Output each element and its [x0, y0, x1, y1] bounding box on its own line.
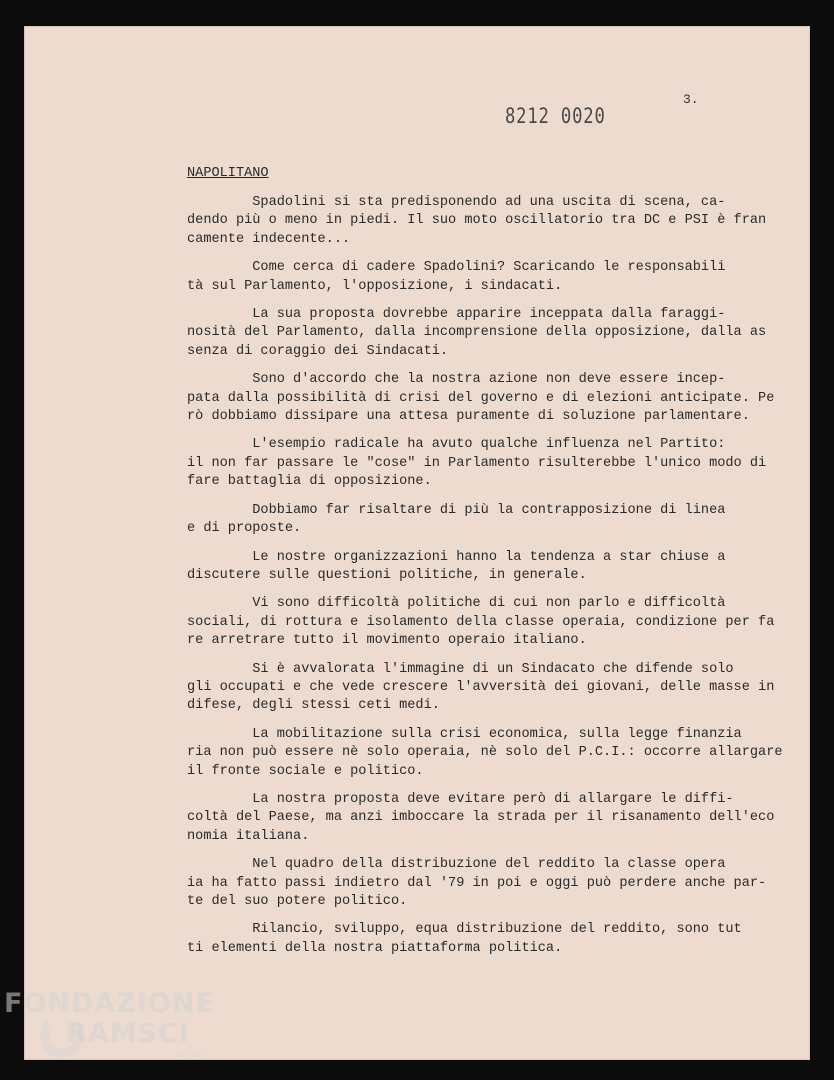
paragraph: Si è avvalorata l'immagine di un Sindacato che difende solo gli occupati e che vede crescere l'avversità dei giovani, delle masse in difese, degli stessi ceti medi. [187, 661, 775, 714]
watermark-line1: FONDAZIONE [4, 988, 215, 1019]
paragraph: La sua proposta dovrebbe apparire inceppata dalla faraggi- nosità del Parlamento, dalla incomprensione della opposizione, dalla as senza di coraggio dei Sindacati. [187, 307, 767, 359]
watermark-sub: onlus [175, 1050, 205, 1060]
speaker-name: NAPOLITANO [187, 166, 269, 181]
paragraph: Nel quadro della distribuzione del reddito la classe opera ia ha fatto passi indietro dal '79 in poi e oggi può perdere anche par- te del suo potere politico. [187, 857, 767, 909]
paragraph: Dobbiamo far risaltare di più la contrapposizione di linea e di proposte. [187, 502, 726, 537]
document-page [24, 26, 810, 1060]
paragraph: Spadolini si sta predisponendo ad una uscita di scena, ca- dendo più o meno in piedi. Il suo moto oscillatorio tra DC e PSI è fran camente indecente... [187, 195, 767, 247]
paragraph: L'esempio radicale ha avuto qualche influenza nel Partito: il non far passare le "cose" in Parlamento risulterebbe l'unico modo di fare battaglia di opposizione. [187, 437, 767, 490]
paragraph: Vi sono difficoltà politiche di cui non parlo e difficoltà sociali, di rottura e isolamento della classe operaia, condizione per fa re arretrare tutto il movimento operaio italiano. [187, 596, 775, 649]
fondazione-gramsci-watermark [4, 988, 215, 1060]
paragraph: Sono d'accordo che la nostra azione non deve essere incep- pata dalla possibilità di crisi del governo e di elezioni anticipate. Pe rò dobbiamo dissipare una attesa puramente di soluzione parlamentare. [187, 372, 775, 425]
body-text [187, 194, 787, 968]
watermark-line2: RAMSCI [66, 1018, 190, 1049]
paragraph: Rilancio, sviluppo, equa distribuzione del reddito, sono tut ti elementi della nostra piattaforma politica. [187, 922, 742, 956]
document-number: 8212 0020 [505, 104, 606, 128]
paragraph: La mobilitazione sulla crisi economica, sulla legge finanzia ria non può essere nè solo operaia, nè solo del P.C.I.: occorre allargare il fronte sociale e politico. [187, 726, 783, 779]
page-number: 3. [683, 92, 699, 107]
paragraph: Le nostre organizzazioni hanno la tendenza a star chiuse a discutere sulle questioni politiche, in generale. [187, 549, 726, 583]
paragraph: Come cerca di cadere Spadolini? Scaricando le responsabili tà sul Parlamento, l'opposizione, i sindacati. [187, 260, 726, 294]
paragraph: La nostra proposta deve evitare però di allargare le diffi- coltà del Paese, ma anzi imboccare la strada per il risanamento dell'eco nomia italiana. [187, 791, 775, 844]
